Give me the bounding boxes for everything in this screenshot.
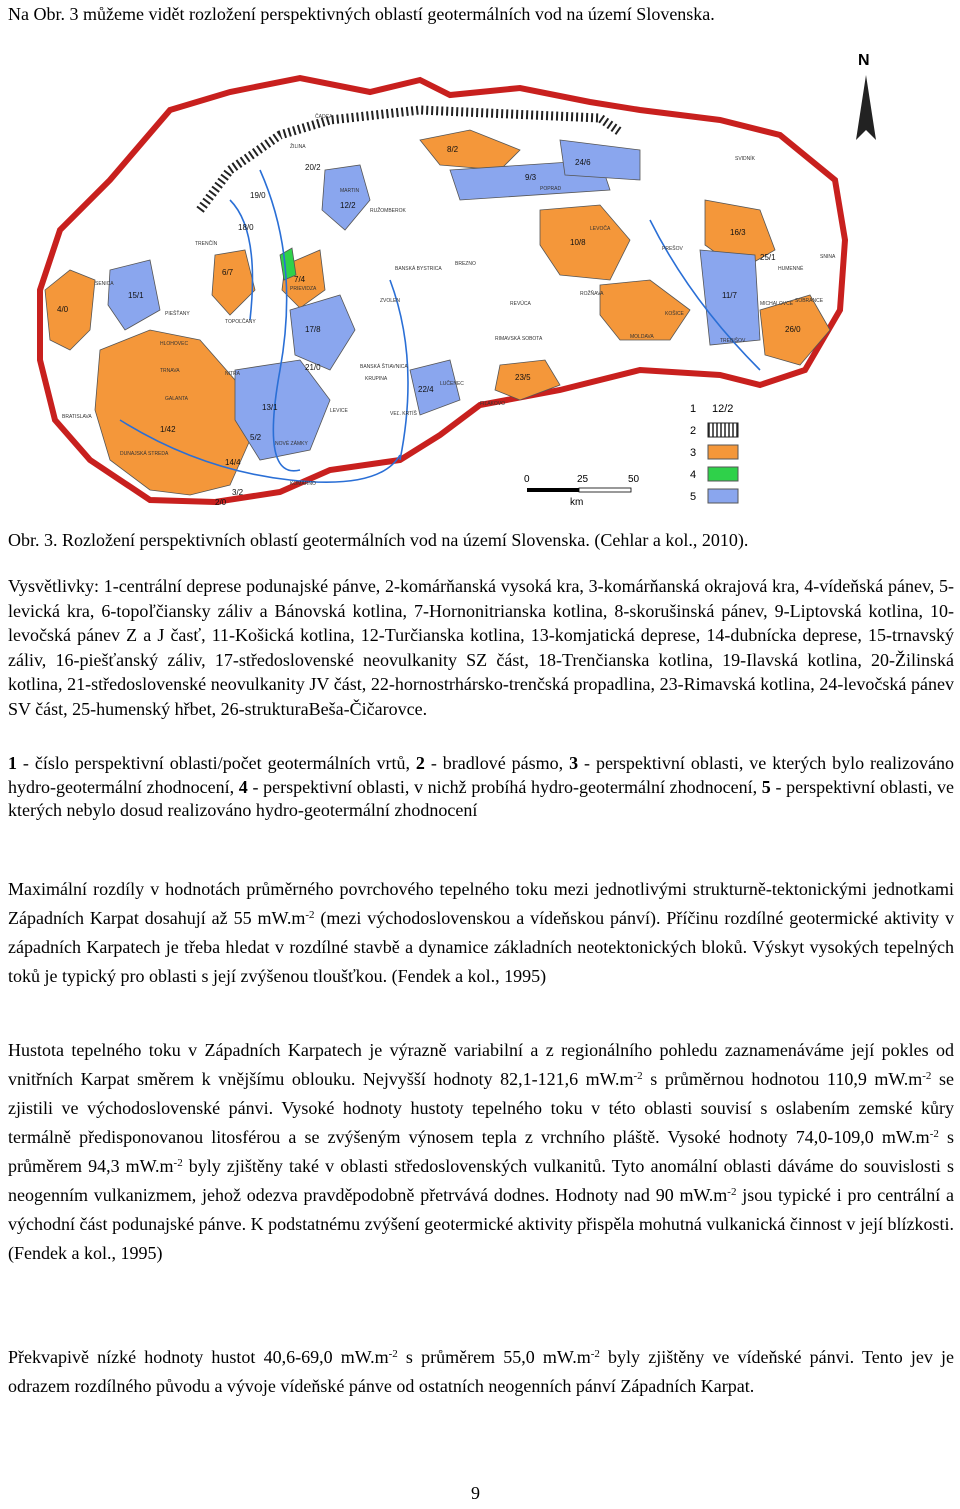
area-label: 23/5 [515,373,531,382]
area-label: 14/4 [225,458,241,467]
text: Maximální rozdíly v hodnotách průměrného povrchového tepelného toku mezi jednotlivými strukturně-tektonickými jednotkami Západních Karpat dosahují až 55 mW.m [8,879,954,928]
area-label: 25/1 [760,253,776,262]
scale-label-0: 0 [524,474,530,485]
superscript: -2 [305,909,315,921]
legend-key-num: 4 [238,776,248,797]
area-label: 15/1 [128,291,144,300]
legend-num-1: 1 [690,403,697,415]
text: byly zjištěny také v oblasti středoslovenských vulkanitů. Tyto anomální oblasti dáváme do souvislosti s neogenním vulkanizmem, jehož odezva pravděpodobně přetrvává dodnes. Hodnoty nad 90 mW.m [8,1156,954,1205]
area-label: 11/7 [722,291,737,300]
legend-label-1: 12/2 [712,403,734,415]
place-label: REVÚCA [510,301,531,307]
north-arrow [856,52,876,140]
place-label: PRIEVIDZA [290,286,317,292]
place-label: NOVÉ ZÁMKY [275,441,308,447]
legend-key-text: - perspektivní oblasti, v nichž probíhá hydro-geotermální zhodnocení, [247,776,762,797]
area-label: 8/2 [447,145,459,154]
place-label: SENICA [95,281,114,287]
text: Překvapivě nízké hodnoty hustot 40,6-69,0 mW.m [8,1347,389,1367]
text: s průměrnou hodnotou 110,9 mW.m [642,1069,923,1089]
paragraph-heat-flow-differences [8,875,954,991]
text: (mezi východoslovenskou a vídeňskou pánví). Příčinu rozdílné geotermické aktivity v západních Karpatech je třeba hledat v rozdílné stavbě a dynamice základních neotektonických bloků. Výskyt vysokých tepelných toků je typický pro oblasti s její zvýšenou tloušťkou. (Fendek a kol., 1995) [8,908,954,986]
superscript: -2 [633,1070,643,1082]
paragraph-vienna-basin [8,1343,954,1401]
area-label: 1/42 [160,425,176,434]
scale-unit: km [570,497,584,508]
legend-explanation: Vysvětlivky: 1-centrální deprese podunajské pánve, 2-komárňanská vysoká kra, 3-komárňanská okrajová kra, 4-vídeňská pánev, 5-levická kra, 6-topoľčiansky záliv a Bánovská kotlina, 7-Hornonitrianska kotlina, 8-skorušinská pánev, 9-Liptovská kotlina, 10-levočská pánev Z a J časť, 11-Košická kotlina, 12-Turčianska kotlina, 13-komjatická deprese, 14-dubnícka deprese, 15-trnavský záliv, 16-piešťanský záliv, 17-středoslovenské neovulkanity SZ část, 18-Trenčianska kotlina, 19-Ilavská kotlina, 20-Žilinská kotlina, 21-středoslovenské neovulkanity JV část, 22-hornostrhársko-trenčská propadlina, 23-Rimavská kotlina, 24-levočská pánev SV část, 25-humenský hřbet, 26-strukturaBeša-Čičarovce. [8,576,954,719]
place-label: ČADCA [315,114,333,120]
place-label: KOMÁRNO [290,481,316,487]
legend-key-paragraph [8,752,954,823]
place-label: KOŠICE [665,311,684,317]
text: byly zjištěny ve vídeňské pánvi. Tento jev je odrazem rozdílného původu a vývoje vídeňské pánve od ostatních neogenních pánví Západních Karpat. [8,1347,954,1396]
area-label: 17/8 [305,325,321,334]
legend-key-num: 3 [569,753,579,773]
text: s průměrem 55,0 mW.m [397,1347,591,1367]
superscript: -2 [922,1070,932,1082]
legend-key-num: 2 [415,753,425,773]
legend-key-text: - bradlové pásmo, [424,753,570,773]
place-label: BRATISLAVA [62,414,92,420]
place-label: LUČENEC [440,381,464,387]
place-label: MICHALOVCE [760,301,794,307]
place-label: NITRA [225,371,240,377]
legend-key-text: - perspektivní oblasti, ve kterých nebylo dosud realizováno hydro-geotermální zhodnocení [8,776,954,820]
place-label: TRNAVA [160,368,180,374]
area-label: 2/0 [215,498,227,507]
area-label: 19/0 [250,191,266,200]
place-label: SNINA [820,254,836,260]
scale-label-50: 50 [628,474,640,485]
area-label: 16/3 [730,228,746,237]
paragraph-heat-flow-density [8,1036,954,1268]
area-label: 20/2 [305,163,321,172]
superscript: -2 [590,1348,600,1360]
place-label: LEVICE [330,408,348,414]
area-label: 22/4 [418,385,434,394]
place-label: RIMAVSKÁ SOBOTA [495,336,543,342]
area-label: 24/6 [575,158,591,167]
area-label: 3/2 [232,488,244,497]
text: se zjistili ve východoslovenské pánvi. Vysoké hodnoty hustoty tepelného toku v této oblasti souvisí s oslabením zemské kůry termálně předisponovanou litosférou a se zvýšeným výnosem tepla z vrchního pláště. Vysoké hodnoty 74,0-109,0 mW.m [8,1069,954,1147]
area-label: 6/7 [222,268,234,277]
legend-num-2: 2 [690,425,697,437]
place-label: MARTIN [340,188,360,194]
legend-key-num: 5 [761,776,771,797]
superscript: -2 [173,1157,183,1169]
area-label: 26/0 [785,325,801,334]
area-label: 7/4 [294,275,306,284]
figure-caption: Obr. 3. Rozložení perspektivních oblastí geotermálních vod na území Slovenska. (Cehlar a kol., 2010). [8,530,749,550]
place-label: VEĽ. KRTÍŠ [390,411,417,417]
text: jsou typické i pro centrální a východní část podunajské pánve. K podstatnému zvýšení geotermické aktivity přispěla mohutná vulkanická činnost v její blízkosti.(Fendek a kol., 1995) [8,1185,954,1263]
superscript: -2 [727,1186,737,1198]
geothermal-map [0,40,960,520]
place-label: SVIDNÍK [735,156,756,162]
place-label: RUŽOMBEROK [370,208,406,214]
place-label: ŽILINA [290,144,306,150]
area-label: 12/2 [340,201,356,210]
area-label: 4/0 [57,305,69,314]
place-label: LEVOČA [590,226,611,232]
place-label: SOBRANCE [795,298,824,304]
area-label: 5/2 [250,433,262,442]
area-label: 13/1 [262,403,278,412]
legend-key-text: - číslo perspektivní oblasti/počet geotermálních vrtů, [17,753,416,773]
legend-key-text: - perspektivní oblasti, ve kterých bylo realizováno hydro-geotermální zhodnocení, [8,753,954,797]
scale-bar [524,474,640,508]
north-label: N [858,52,870,69]
map-legend [690,403,738,503]
superscript: -2 [388,1348,398,1360]
place-label: TREBIŠOV [720,338,746,344]
place-label: GALANTA [165,396,188,402]
text: Hustota tepelného toku v Západních Karpatech je výrazně variabilní a z regionálního pohledu zaznamenáváme její pokles od vnitřních Karpat směrem k vnějšímu oblouku. Nejvyšší hodnoty 82,1-121,6 mW.m [8,1040,954,1089]
intro-sentence: Na Obr. 3 můžeme vidět rozložení perspektivných oblastí geotermálních vod na území Slovenska. [8,4,715,24]
place-label: PIEŠŤANY [165,311,190,317]
legend-num-5: 5 [690,491,697,503]
place-label: BREZNO [455,261,476,267]
scale-label-25: 25 [577,474,589,485]
area-label: 18/0 [238,223,254,232]
place-label: POPRAD [540,186,562,192]
area-label: 9/3 [525,173,537,182]
place-label: KRUPINA [365,376,388,382]
area-label: 21/0 [305,363,321,372]
area-label: 10/8 [570,238,586,247]
page-number: 9 [471,1483,480,1503]
text: s průměrem 94,3 mW.m [8,1127,954,1176]
place-label: HLOHOVEC [160,341,189,347]
place-label: DUNAJSKÁ STREDA [120,451,169,457]
place-label: MOLDAVA [630,334,654,340]
legend-num-3: 3 [690,447,697,459]
legend-key-num: 1 [8,753,17,773]
place-label: ROŽŇAVA [580,291,604,297]
superscript: -2 [929,1128,939,1140]
place-label: ZVOLEN [380,298,401,304]
place-label: HUMENNÉ [778,266,804,272]
legend-num-4: 4 [690,469,697,481]
place-label: TOPOĽČANY [225,319,256,325]
place-label: TRENČÍN [195,241,218,247]
place-label: PREŠOV [662,246,683,252]
place-label: BANSKÁ BYSTRICA [395,266,442,272]
place-label: BANSKÁ ŠTIAVNICA [360,364,408,370]
place-label: FIĽAKOVO [480,401,506,407]
